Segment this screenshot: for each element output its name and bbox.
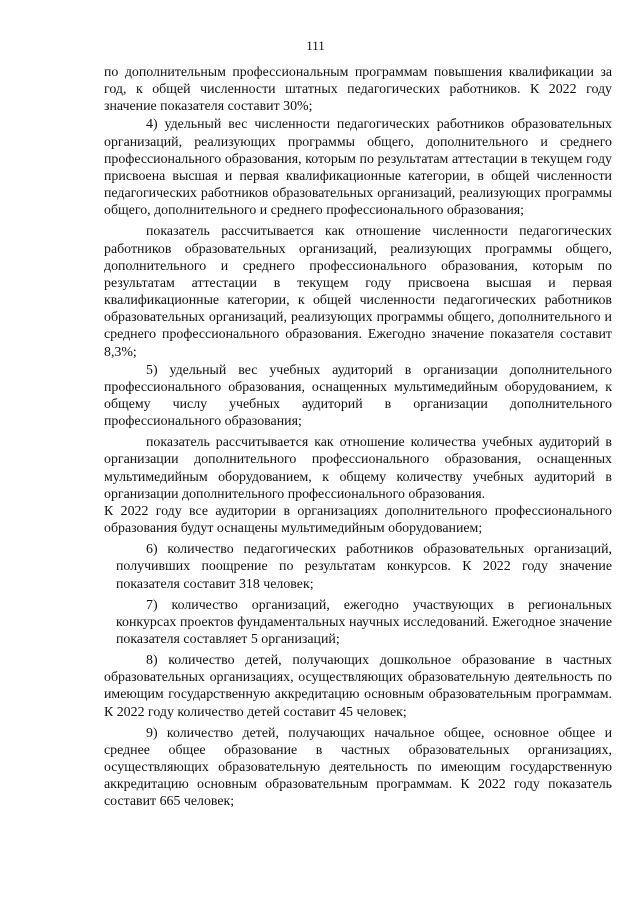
paragraph-indicator-4-calculation: показатель рассчитывается как отношение численности педагогических работников образовательных организаций, реализующих программы общего, дополнительного и среднего профессионального образования, которым по результатам аттестации в текущем году присвоена высшая и первая квалификационные категории, к общей численности педагогических работников образовательных организаций, реализующих программы общего, дополнительного и среднего профессионального образования. Ежегодно значение показателя составит 8,3%; [104,224,612,360]
paragraph-item-8: 8) количество детей, получающих дошкольное образование в частных образовательных организациях, осуществляющих образовательную деятельность по имеющим государственную аккредитацию основным образовательным программам. К 2022 году количество детей составит 45 человек; [104,653,612,720]
paragraph-item-4: 4) удельный вес численности педагогических работников образовательных организаций, реализующих программы общего, дополнительного и среднего профессионального образования, которым по результатам аттестации в текущем году присвоена высшая и первая квалификационные категории, в общей численности педагогических работников образовательных организаций, реализующих программы общего, дополнительного и среднего профессионального образования; [104,117,612,219]
paragraph-item-9: 9) количество детей, получающих начальное общее, основное общее и среднее общее образование в частных образовательных организациях, осуществляющих образовательную деятельность по имеющим государственную аккредитацию основным образовательным программам. К 2022 году показатель составит 665 человек; [104,725,612,810]
paragraph-indicator-5-calculation: показатель рассчитывается как отношение количества учебных аудиторий в организации дополнительного профессионального образования, оснащенных мультимедийным оборудованием, к общему количеству учебных аудиторий в организации дополнительного профессионального образования. [104,435,612,502]
page-number: 111 [306,38,325,53]
paragraph-item-6: 6) количество педагогических работников образовательных организаций, получивших поощрение по результатам конкурсов. К 2022 году значение показателя составит 318 человек; [116,542,612,592]
paragraph-continuation: по дополнительным профессиональным программам повышения квалификации за год, к общей численности штатных педагогических работников. К 2022 году значение показателя составит 30%; [104,65,612,115]
paragraph-item-7: 7) количество организаций, ежегодно участвующих в региональных конкурсах проектов фундаментальных научных исследований. Ежегодное значение показателя составляет 5 организаций; [116,597,612,647]
document-body [104,64,612,811]
paragraph-item-5: 5) удельный вес учебных аудиторий в организации дополнительного профессионального образования, оснащенных мультимедийным оборудованием, к общему числу учебных аудиторий в организации дополнительного профессионального образования; [104,362,612,430]
paragraph-item-5-target: К 2022 году все аудитории в организациях дополнительного профессионального образования будут оснащены мультимедийным оборудованием; [104,503,612,537]
